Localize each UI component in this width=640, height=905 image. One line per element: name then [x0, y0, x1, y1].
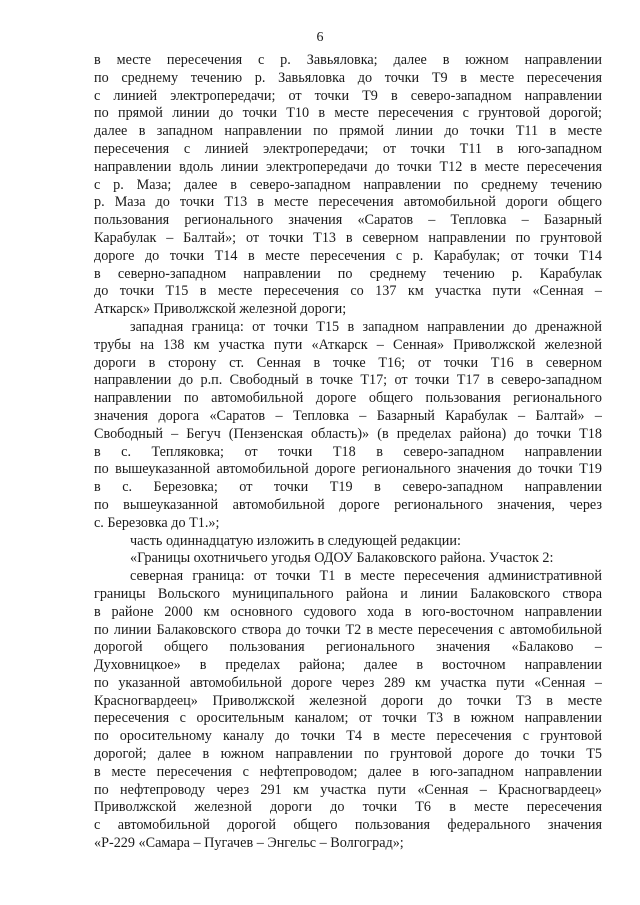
- text-line: трубы на 138 км участка пути «Аткарск – Сенная» Приволжской железной: [94, 336, 602, 353]
- text-line: по линии Балаковского створа до точки Т2 в месте пересечения с автомобильной: [94, 621, 602, 638]
- text-line: пересечения с линией электропередачи; от точки Т11 в юго-западном: [94, 140, 602, 157]
- text-line: по указанной автомобильной дороге через 289 км участка пути «Сенная –: [94, 674, 602, 691]
- text-line: северная граница: от точки Т1 в месте пересечения административной: [130, 568, 602, 585]
- text-line: до точки Т15 в месте пересечения со 137 км участка пути «Сенная –: [94, 283, 602, 300]
- text-line: дорогой общего пользования регионального значения «Балаково –: [94, 639, 602, 656]
- text-line: в месте пересечения с р. Завьяловка; далее в южном направлении: [94, 52, 602, 68]
- text-line: по вышеуказанной автомобильной дороге регионального значения, через: [94, 496, 602, 513]
- text-line: с р. Маза; далее в северо-западном направлении по среднему течению: [94, 176, 602, 193]
- text-line: дороги в сторону ст. Сенная в точке Т16; от точки Т16 в северном: [94, 354, 602, 371]
- text-line: в месте пересечения с нефтепроводом; далее в юго-западном направлении: [94, 763, 602, 780]
- text-line: в с. Тепляковка; от точки Т18 в северо-западном направлении: [94, 443, 602, 460]
- text-line: Духовницкое» в пределах района; далее в восточном направлении: [94, 657, 602, 674]
- text-line: «Р-229 «Самара – Пугачев – Энгельс – Волгоград»;: [94, 835, 404, 852]
- text-line: в районе 2000 км основного судового хода в юго-восточном направлении: [94, 603, 602, 620]
- body-text: [94, 52, 602, 853]
- text-line: Аткарск» Приволжской железной дороги;: [94, 301, 347, 318]
- text-line: западная граница: от точки Т15 в западном направлении до дренажной: [130, 318, 602, 335]
- text-line: дорогой; далее в южном направлении по грунтовой дороге до точки Т5: [94, 746, 602, 763]
- text-line: по нефтепроводу через 291 км участка пути «Сенная – Красногвардеец»: [94, 781, 602, 798]
- text-line: р. Маза до точки Т13 в месте пересечения автомобильной дороги общего: [94, 194, 602, 211]
- text-line: в с. Березовка; от точки Т19 в северо-западном направлении: [94, 479, 602, 496]
- text-line: с линией электропередачи; от точки Т9 в северо-западном направлении: [94, 87, 602, 104]
- text-line: направлении по автомобильной дороге общего пользования регионального: [94, 390, 602, 407]
- text-line: Приволжской железной дороги до точки Т6 в месте пересечения: [94, 799, 602, 816]
- text-line: по вышеуказанной автомобильной дороге регионального значения до точки Т19: [94, 461, 602, 478]
- text-line: направлении до р.п. Свободный в точке Т17; от точки Т17 в северо-западном: [94, 372, 602, 389]
- text-line: часть одиннадцатую изложить в следующей редакции:: [130, 532, 461, 549]
- text-line: по оросительному каналу до точки Т4 в месте пересечения с грунтовой: [94, 728, 602, 745]
- text-line: «Границы охотничьего угодья ОДОУ Балаковского района. Участок 2:: [130, 550, 554, 567]
- text-line: значения дорога «Саратов – Тепловка – Базарный Карабулак – Балтай» –: [94, 407, 602, 424]
- text-line: в северно-западном направлении по среднему течению р. Карабулак: [94, 265, 602, 282]
- text-line: по среднему течению р. Завьяловка до точки Т9 в месте пересечения: [94, 69, 602, 86]
- text-line: по прямой линии до точки Т10 в месте пересечения с грунтовой дорогой;: [94, 105, 602, 122]
- text-line: Свободный – Бегуч (Пензенская область)» (в пределах района) до точки Т18: [94, 425, 602, 442]
- text-line: направлении вдоль линии электропередачи до точки Т12 в месте пересечения: [94, 158, 602, 175]
- text-line: границы Вольского муниципального района и линии Балаковского створа: [94, 585, 602, 602]
- text-line: с автомобильной дорогой общего пользования федерального значения: [94, 817, 602, 834]
- text-line: далее в западном направлении по прямой линии до точки Т11 в месте: [94, 123, 602, 140]
- text-line: с. Березовка до Т1.»;: [94, 514, 220, 531]
- text-line: Карабулак – Балтай»; от точки Т13 в северном направлении по грунтовой: [94, 229, 602, 246]
- text-line: пересечения с оросительным каналом; от точки Т3 в южном направлении: [94, 710, 602, 727]
- page-number: 6: [316, 30, 324, 45]
- text-line: пользования регионального значения «Саратов – Тепловка – Базарный: [94, 212, 602, 229]
- text-line: Красногвардеец» Приволжской железной дороги до точки Т3 в месте: [94, 692, 602, 709]
- text-line: дороге до точки Т14 в месте пересечения с р. Карабулак; от точки Т14: [94, 247, 602, 264]
